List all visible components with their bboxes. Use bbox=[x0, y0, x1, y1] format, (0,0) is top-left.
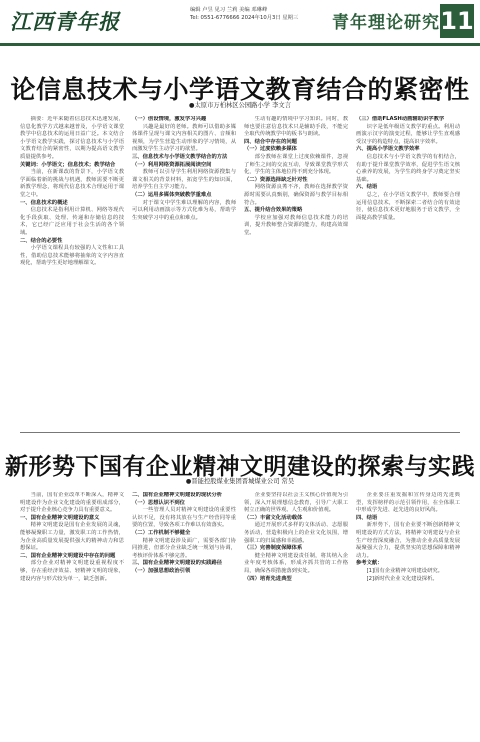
article1-column-2 bbox=[132, 116, 236, 422]
paragraph: 六、结语 bbox=[356, 184, 378, 191]
article-1-byline: ●太原市万柏林区公园路小学 李文言 bbox=[189, 102, 291, 109]
paragraph: [1]国有企业精神文明建设研究。 bbox=[366, 567, 443, 574]
paragraph: （二）工作机制不够健全 bbox=[132, 529, 191, 536]
article-1-title: 论信息技术与小学语文教育结合的紧密性 bbox=[10, 75, 470, 104]
paragraph: 教师可以引导学生利用网络资源搜集与课文相关的背景材料，拓宽学生的知识面，培养学生自主学习能力。 bbox=[132, 169, 236, 191]
paragraph: 部分教师在课堂上过度依赖课件，忽视了师生之间的交流互动，导致课堂教学形式化，学生的主体地位得不到充分体现。 bbox=[244, 153, 348, 176]
paragraph: 对于课文中学生难以理解的内容，教师可以利用动画演示等方式化难为易，帮助学生突破学习中的重点和难点。 bbox=[132, 199, 236, 221]
article1-column-1 bbox=[20, 116, 124, 422]
section-title: 青年理论研究 bbox=[332, 13, 440, 33]
paragraph: 兴趣是最好的老师。教师可以借助多媒体课件呈现与课文内容相关的图片、音频和视频，为学生营造生动形象的学习情境，从而激发学生主动学习的欲望。 bbox=[132, 123, 236, 153]
paragraph: 六、提高小学语文教学效率 bbox=[356, 146, 420, 153]
paragraph: 信息技术是指利用计算机、网络等现代化手段获取、处理、传递和存储信息的技术，它已经广泛应用于社会生活的各个领域。 bbox=[20, 207, 124, 236]
paragraph: 三、信息技术与小学语文教学结合的方法 bbox=[132, 153, 228, 160]
paragraph: （一）思想认识不到位 bbox=[132, 499, 185, 506]
newspaper-masthead: 江西青年报 bbox=[10, 9, 120, 34]
paragraph: （二）丰富文化活动载体 bbox=[244, 514, 303, 521]
paragraph: （二）资源选择缺乏针对性 bbox=[244, 176, 308, 183]
paragraph: 精神文明建设是国有企业发展的灵魂，能够凝聚职工力量，激发职工的工作热情，为企业高质量发展提供强大的精神动力和思想保证。 bbox=[20, 522, 124, 552]
paragraph: 新形势下，国有企业要不断创新精神文明建设的方式方法，将精神文明建设与企业生产经营深度融合，为推动企业高质量发展凝聚强大合力，提供坚实的思想保障和精神动力。 bbox=[356, 522, 460, 559]
paragraph: [2]新时代企业文化建设探析。 bbox=[366, 575, 438, 582]
edition-meta bbox=[190, 6, 298, 22]
paragraph: 一、信息技术的概述 bbox=[20, 199, 68, 206]
article-2-byline: ●晋能控股煤业集团晋城煤业公司 常昊 bbox=[185, 478, 295, 485]
article2-column-3 bbox=[244, 492, 348, 736]
paragraph: 企业要坚持以社会主义核心价值观为引领，深入开展理想信念教育，引导广大职工树立正确的世界观、人生观和价值观。 bbox=[244, 492, 348, 514]
paragraph: 五、提升结合效果的策略 bbox=[244, 207, 303, 214]
paragraph: 网络资源良莠不齐，教师在选择教学资源时需要认真甄别，确保资源与教学目标相符合。 bbox=[244, 184, 348, 206]
paragraph: （四）培育先进典型 bbox=[244, 575, 292, 582]
paragraph: 小学语文课程具有较强的人文性和工具性，借助信息技术能够将抽象的文字内容直观化，帮助学生更好地理解课文。 bbox=[20, 245, 124, 267]
paragraph: 识字是低年级语文教学的重点。利用动画演示汉字的演变过程，能够让学生直观感受汉字的构造特点，提高识字效率。 bbox=[356, 123, 460, 145]
paragraph: 信息技术与小学语文教学的有机结合，有助于提升课堂教学效率，促进学生语文核心素养的发展，为学生的终身学习奠定坚实基础。 bbox=[356, 153, 460, 183]
paragraph: 四、结语 bbox=[356, 514, 378, 521]
paragraph: 精神文明建设涉及面广，需要各部门协同推进，但部分企业缺乏统一规划与协调，考核评价体系不够完善。 bbox=[132, 537, 236, 559]
paragraph: 关键词：小学语文；信息技术；教学结合 bbox=[20, 161, 116, 168]
paragraph: 二、国有企业精神文明建设中存在的问题 bbox=[20, 552, 116, 559]
paragraph: （一）过度依赖多媒体 bbox=[244, 146, 297, 153]
paragraph: 当前，在新课改的背景下，小学语文教学面临着新的挑战与机遇，教师需要不断更新教学理念，将现代信息技术合理运用于课堂之中。 bbox=[20, 169, 124, 198]
paragraph: 健全精神文明建设责任制，将其纳入企业年度考核体系，形成齐抓共管的工作格局，确保各项措施落到实处。 bbox=[244, 552, 348, 574]
paragraph: 总之，在小学语文教学中，教师要合理运用信息技术，不断探索二者结合的有效途径，使信息技术更好地服务于语文教学，全面提高教学质量。 bbox=[356, 191, 460, 221]
paragraph: （一）创设情境，激发学习兴趣 bbox=[132, 116, 207, 122]
paragraph: 企业要注重发掘和宣传身边的先进典型，发挥榜样的示范引领作用，在全体职工中形成学先进、赶先进的良好风尚。 bbox=[356, 492, 460, 514]
header-rule bbox=[0, 43, 480, 46]
paragraph: 一、国有企业精神文明建设的意义 bbox=[20, 514, 100, 521]
paragraph: 一些管理人员对精神文明建设的重要性认识不足，没有将其放在与生产经营同等重要的位置，导致各项工作难以有效落实。 bbox=[132, 507, 236, 529]
paragraph: （一）加强思想政治引领 bbox=[132, 567, 191, 574]
article1-column-4 bbox=[356, 116, 460, 422]
page-number: 11 bbox=[440, 4, 474, 38]
paragraph: 四、结合中存在的问题 bbox=[244, 138, 297, 145]
article2-column-2 bbox=[132, 492, 236, 736]
paragraph: 学校应加强对教师信息技术能力的培训，提升教师整合资源的能力，构建高效课堂。 bbox=[244, 214, 348, 236]
paragraph: （二）运用多媒体突破教学重难点 bbox=[132, 191, 212, 198]
paragraph: 二、结合的必要性 bbox=[20, 237, 63, 244]
paragraph: （三）完善制度保障体系 bbox=[244, 545, 303, 552]
newspaper-header bbox=[0, 0, 480, 46]
paragraph: 通过开展形式多样的文体活动、志愿服务活动，营造积极向上的企业文化氛围，增强职工的归属感和幸福感。 bbox=[244, 522, 348, 544]
paragraph: 摘要：近年来随着信息技术迅速发展，信息化教学方式越来越普及，小学语文课堂教学中信息技术的运用日益广泛。本文结合小学语文教学实践，探讨信息技术与小学语文教育结合的紧密性，以期为提高语文教学质量提供参考。 bbox=[20, 116, 124, 160]
article2-column-4 bbox=[356, 492, 460, 736]
paragraph: 部分企业对精神文明建设重视程度不够，存在重经济效益、轻精神文明的现象，建设内容与形式较为单一，缺乏创新。 bbox=[20, 560, 124, 582]
paragraph: （一）利用网络资源拓展阅读空间 bbox=[132, 161, 212, 168]
article1-column-3 bbox=[244, 116, 348, 422]
article-divider bbox=[20, 432, 460, 433]
editor-line: 编辑 卢昱 见习 兰莉 美编 邓琳峰 bbox=[190, 7, 268, 13]
paragraph: （三）借助FLASH动画辅助识字教学 bbox=[356, 116, 445, 122]
paragraph: 生动有趣的情境中学习知识。同时，教师也要注意信息技术只是辅助手段，不能完全取代传统教学中的板书与朗读。 bbox=[244, 116, 348, 138]
paragraph: 二、国有企业精神文明建设的现状分析 bbox=[132, 492, 223, 498]
article-2-title: 新形势下国有企业精神文明建设的探索与实践 bbox=[5, 454, 475, 480]
paragraph: 三、国有企业精神文明建设的实践路径 bbox=[132, 560, 223, 567]
contact-date-line: Tel: 0551-6776666 2024年10月3日 星期三 bbox=[190, 15, 299, 21]
article2-column-1 bbox=[20, 492, 124, 736]
paragraph: 当前，国有企业改革不断深入，精神文明建设作为企业文化建设的重要组成部分，对于提升企业核心竞争力具有重要意义。 bbox=[20, 492, 124, 514]
paragraph: 参考文献： bbox=[356, 560, 383, 567]
